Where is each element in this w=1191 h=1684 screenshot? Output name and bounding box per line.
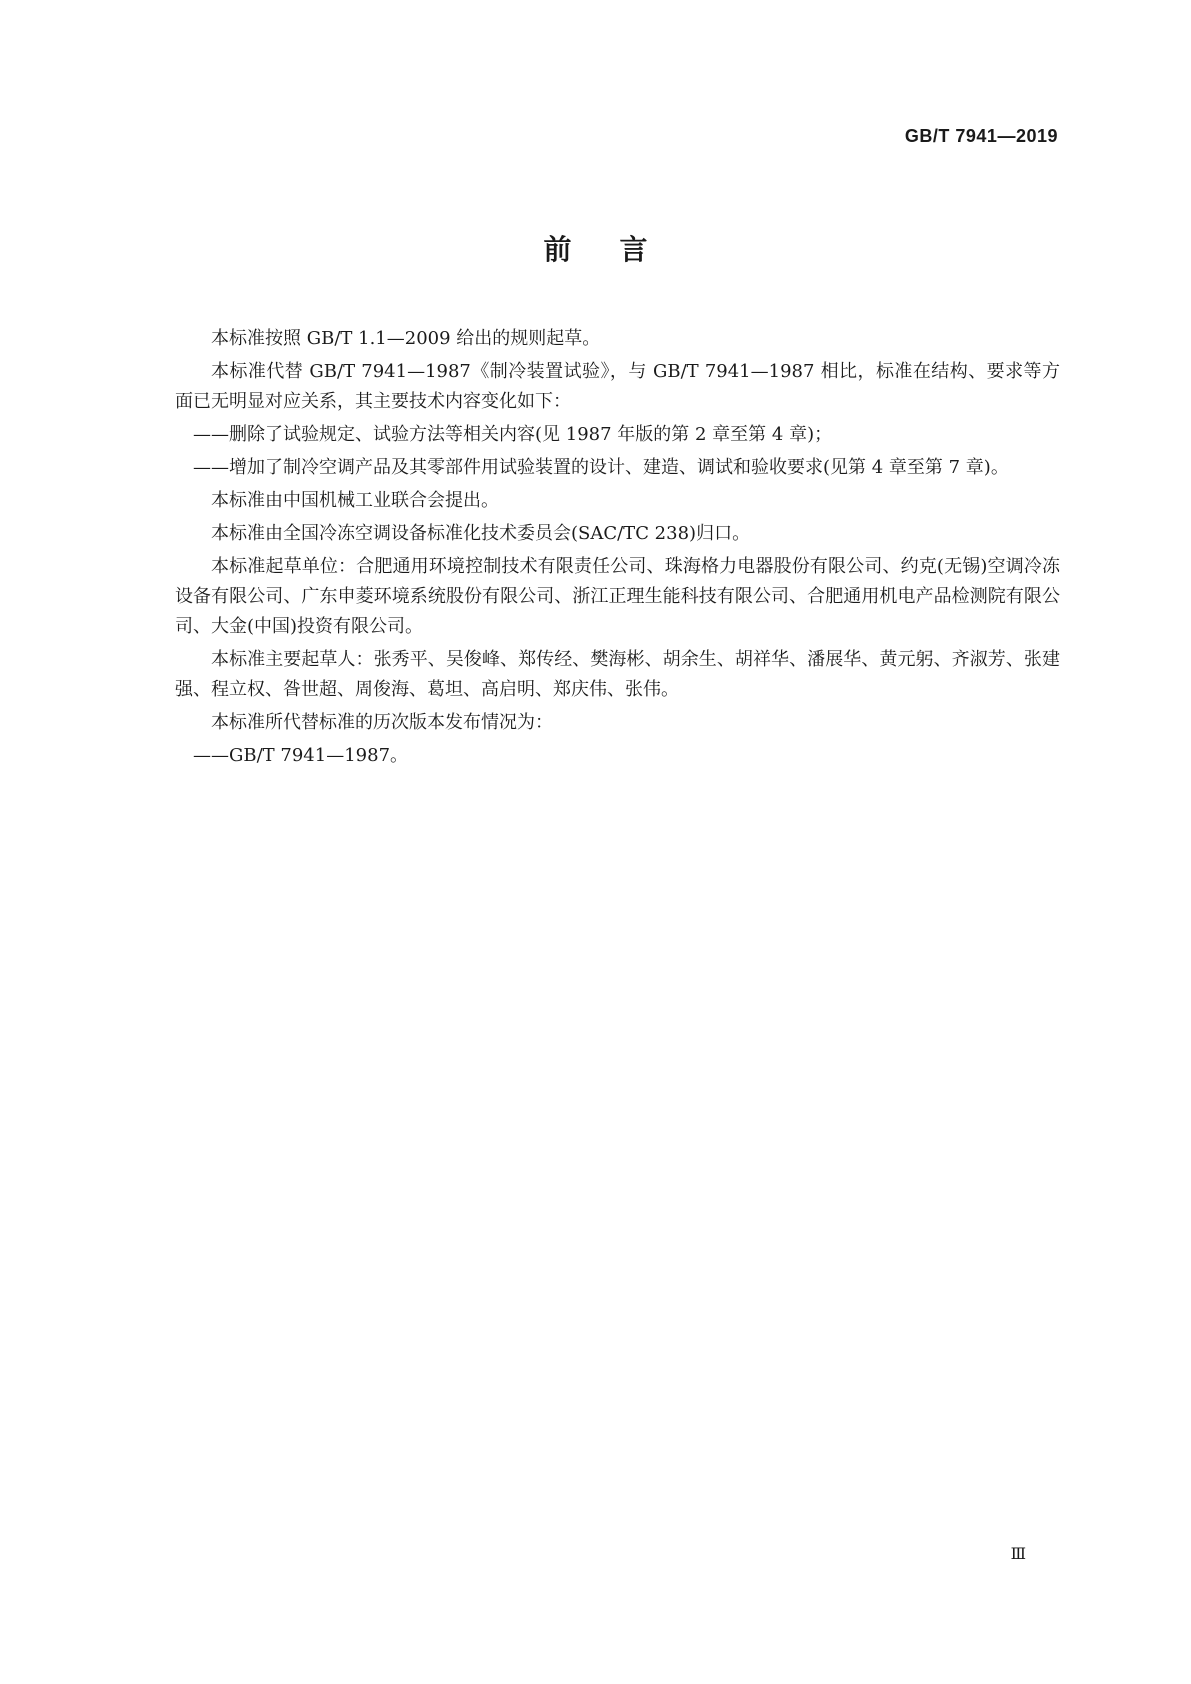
paragraph-drafting-units: 本标准起草单位：合肥通用环境控制技术有限责任公司、珠海格力电器股份有限公司、约克(无锡)空调冷冻设备有限公司、广东申菱环境系统股份有限公司、浙江正理生能科技有限公司、合肥通用机电产品检测院有限公司、大金(中国)投资有限公司。 bbox=[175, 556, 1060, 637]
list-item-added: ——增加了制冷空调产品及其零部件用试验装置的设计、建造、调试和验收要求(见第 4 章至第 7 章)。 bbox=[193, 457, 1009, 478]
paragraph-drafting-rules: 本标准按照 GB/T 1.1—2009 给出的规则起草。 bbox=[211, 328, 601, 349]
paragraph-replacement: 本标准代替 GB/T 7941—1987《制冷装置试验》，与 GB/T 7941—1987 相比，标准在结构、要求等方面已无明显对应关系，其主要技术内容变化如下： bbox=[175, 361, 1060, 412]
list-item-deleted: ——删除了试验规定、试验方法等相关内容(见 1987 年版的第 2 章至第 4 章)； bbox=[193, 424, 833, 445]
paragraph-administrator: 本标准由全国冷冻空调设备标准化技术委员会(SAC/TC 238)归口。 bbox=[211, 523, 751, 544]
list-item-history: ——GB/T 7941—1987。 bbox=[193, 745, 409, 766]
paragraph-drafters: 本标准主要起草人：张秀平、吴俊峰、郑传经、樊海彬、胡余生、胡祥华、潘展华、黄元躬、齐淑芳、张建强、程立权、昝世超、周俊海、葛坦、高启明、郑庆伟、张伟。 bbox=[175, 649, 1060, 700]
standard-code: GB/T 7941—2019 bbox=[904, 126, 1058, 146]
document-body bbox=[175, 324, 1060, 774]
paragraph-history-intro: 本标准所代替标准的历次版本发布情况为： bbox=[211, 712, 553, 733]
page-number: Ⅲ bbox=[1010, 1544, 1026, 1563]
page-title: 前言 bbox=[543, 233, 696, 266]
paragraph-proposer: 本标准由中国机械工业联合会提出。 bbox=[211, 490, 499, 511]
